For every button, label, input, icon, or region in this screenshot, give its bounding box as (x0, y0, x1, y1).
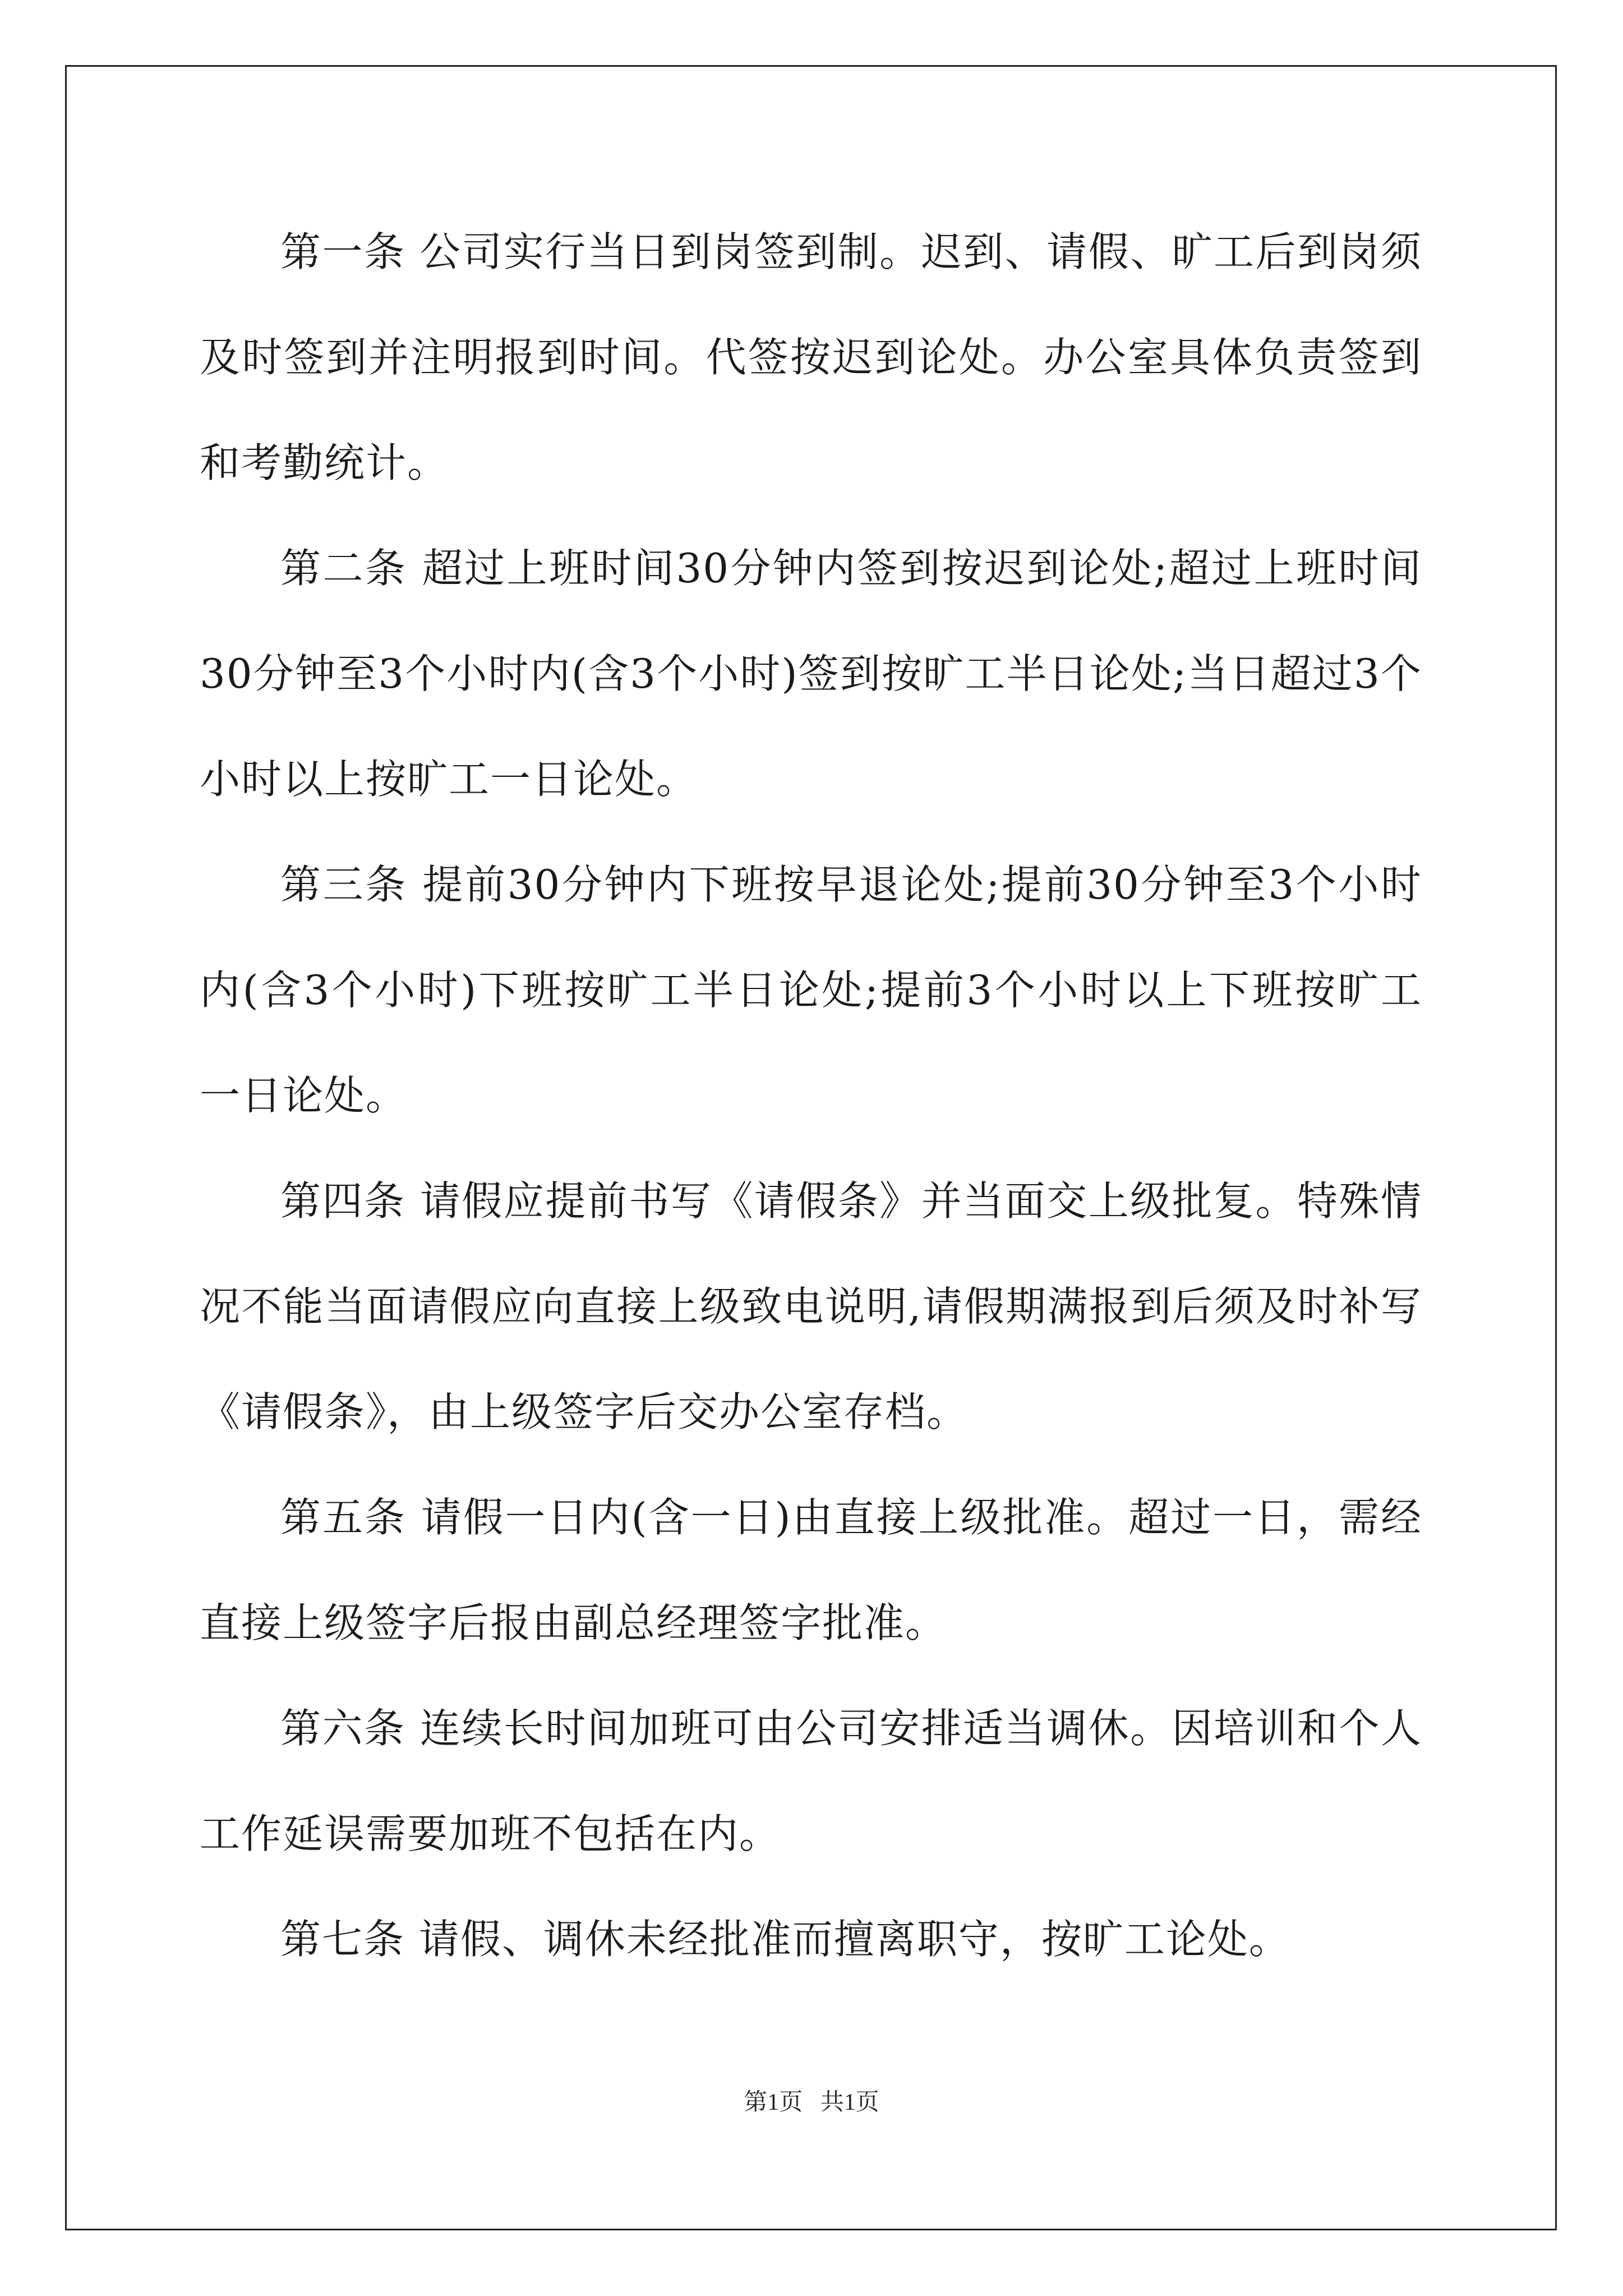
article-label: 第四条 (280, 1177, 406, 1225)
article-text: 公司实行当日到岗签到制。迟到、请假、旷工后到岗须及时签到并注明报到时间。代签按迟到论处。办公室具体负责签到和考勤统计。 (200, 228, 1422, 486)
article-label: 第五条 (280, 1494, 407, 1541)
article-3 (200, 832, 1422, 1148)
article-text: 请假一日内(含一日)由直接上级批准。超过一日，需经直接上级签字后报由副总经理签字批准。 (200, 1494, 1422, 1646)
article-2 (200, 516, 1422, 832)
article-text: 请假、调休未经批准而擅离职守，按旷工论处。 (418, 1916, 1290, 1963)
article-label: 第六条 (280, 1705, 406, 1752)
article-label: 第二条 (280, 545, 408, 592)
article-label: 第三条 (280, 861, 408, 908)
article-label: 第七条 (280, 1916, 405, 1963)
article-5 (200, 1465, 1422, 1676)
article-6 (200, 1676, 1422, 1887)
article-text: 请假应提前书写《请假条》并当面交上级批复。特殊情况不能当面请假应向直接上级致电说明,请假期满报到后须及时补写《请假条》，由上级签字后交办公室存档。 (200, 1177, 1422, 1435)
document-body (200, 199, 1422, 1992)
article-text: 提前30分钟内下班按早退论处;提前30分钟至3个小时内(含3个小时)下班按旷工半日论处;提前3个小时以上下班按旷工一日论处。 (200, 861, 1422, 1119)
article-4 (200, 1148, 1422, 1465)
article-text: 超过上班时间30分钟内签到按迟到论处;超过上班时间30分钟至3个小时内(含3个小时)签到按旷工半日论处;当日超过3个小时以上按旷工一日论处。 (200, 545, 1422, 803)
article-7 (200, 1887, 1422, 1992)
article-label: 第一条 (280, 228, 406, 275)
page-footer: 第1页 共1页 (744, 2090, 879, 2115)
article-text: 连续长时间加班可由公司安排适当调休。因培训和个人工作延误需要加班不包括在内。 (200, 1705, 1422, 1857)
article-1 (200, 199, 1422, 516)
